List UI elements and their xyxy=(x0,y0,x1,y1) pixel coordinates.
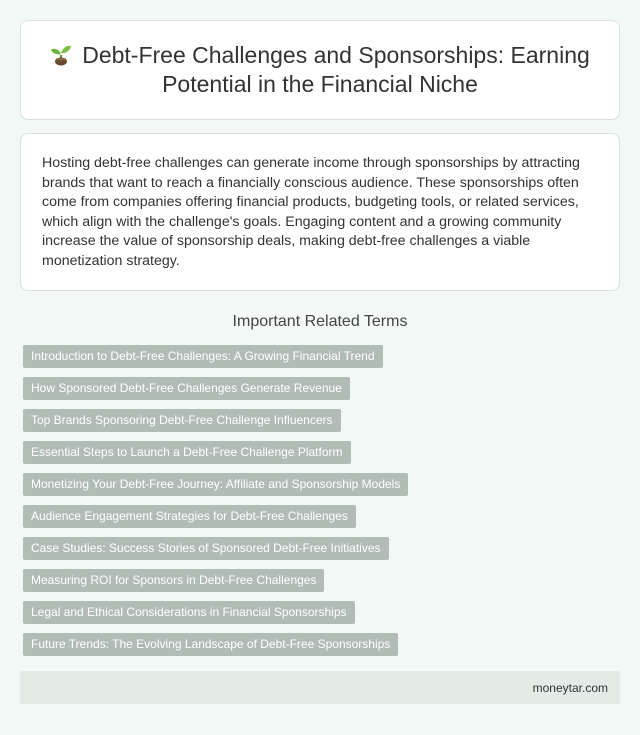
term-tag[interactable]: Monetizing Your Debt-Free Journey: Affiliate and Sponsorship Models xyxy=(23,473,408,496)
footer-site[interactable]: moneytar.com xyxy=(532,680,608,695)
intro-text: Hosting debt-free challenges can generate income through sponsorships by attracting brands that want to reach a financially conscious audience. These sponsorships often come from companies offering financial products, budgeting tools, or related services, which align with the challenge's goals. Engaging content and a growing community increase the value of sponsorship deals, making debt-free challenges a viable monetization strategy. xyxy=(42,155,580,269)
page-title xyxy=(41,41,599,99)
term-tag[interactable]: Measuring ROI for Sponsors in Debt-Free Challenges xyxy=(23,569,324,592)
footer xyxy=(20,671,620,704)
seedling-icon xyxy=(50,42,72,66)
term-tag[interactable]: Case Studies: Success Stories of Sponsored Debt-Free Initiatives xyxy=(23,537,389,560)
header-card xyxy=(20,20,620,120)
intro-card xyxy=(20,133,620,291)
terms-heading: Important Related Terms xyxy=(232,313,408,330)
term-tag[interactable]: Audience Engagement Strategies for Debt-Free Challenges xyxy=(23,505,356,528)
terms-list xyxy=(23,345,623,665)
term-tag[interactable]: Legal and Ethical Considerations in Financial Sponsorships xyxy=(23,601,355,624)
term-tag[interactable]: Introduction to Debt-Free Challenges: A Growing Financial Trend xyxy=(23,345,383,368)
term-tag[interactable]: Future Trends: The Evolving Landscape of Debt-Free Sponsorships xyxy=(23,633,398,656)
term-tag[interactable]: How Sponsored Debt-Free Challenges Generate Revenue xyxy=(23,377,350,400)
term-tag[interactable]: Top Brands Sponsoring Debt-Free Challenge Influencers xyxy=(23,409,341,432)
page-title-text: Debt-Free Challenges and Sponsorships: Earning Potential in the Financial Niche xyxy=(82,42,590,97)
term-tag[interactable]: Essential Steps to Launch a Debt-Free Challenge Platform xyxy=(23,441,351,464)
